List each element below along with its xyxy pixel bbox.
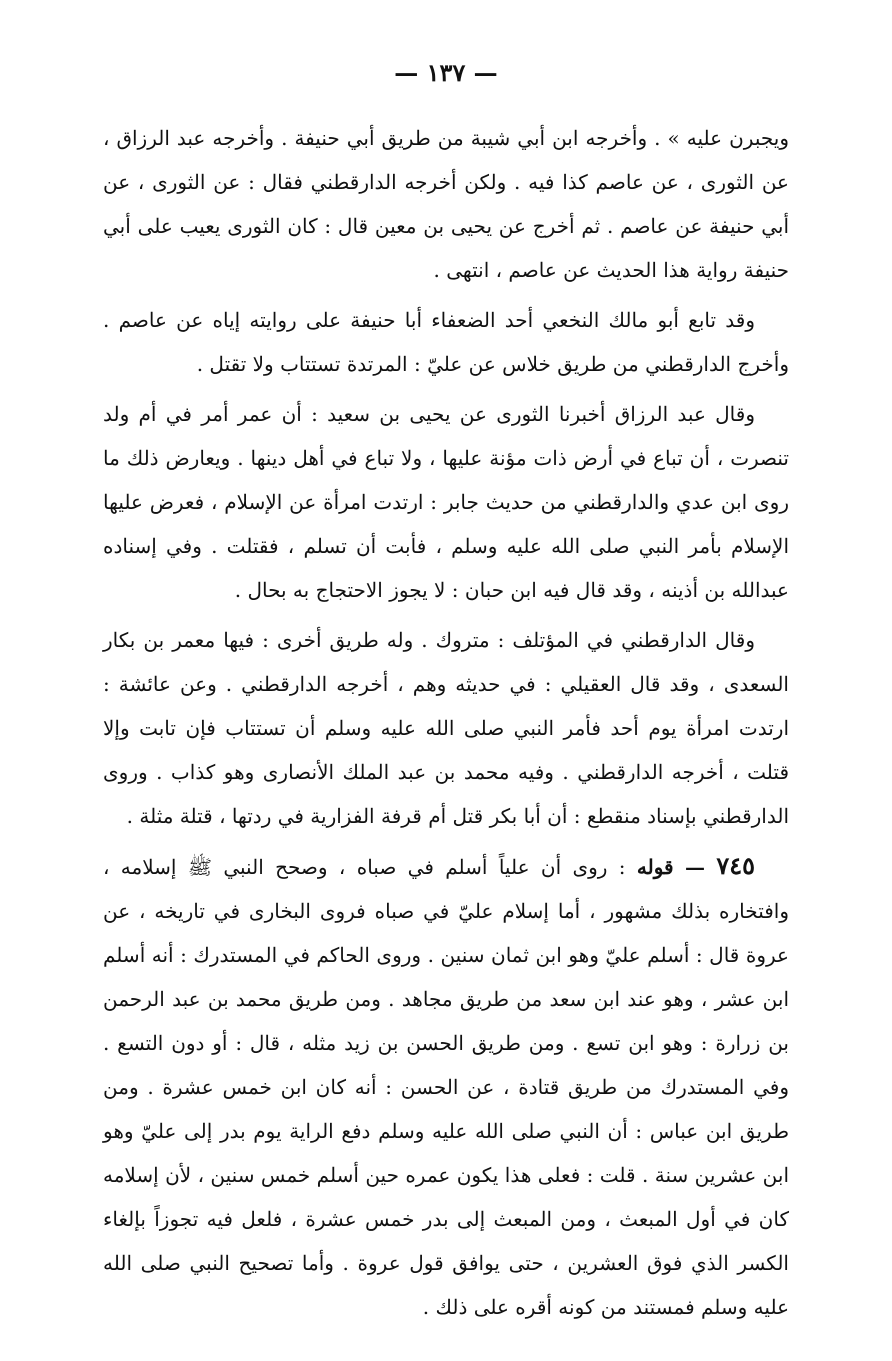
body-text — [103, 116, 789, 1335]
paragraph-2: وقد تابع أبو مالك النخعي أحد الضعفاء أبا حنيفة على روايته إياه عن عاصم . وأخرج الدارقطني من طريق خلاس عن عليّ : المرتدة تستتاب ولا تقتل . — [103, 308, 789, 376]
page-number: — ١٣٧ — — [394, 58, 498, 87]
entry-dash: — — [684, 855, 705, 879]
entry-text: : روى أن علياً أسلم في صباه ، وصحح النبي ﷺ إسلامه ، وافتخاره بذلك مشهور ، أما إسلام عليّ في صباه فروى البخارى في تاريخه ، عن عروة قال : أسلم عليّ وهو ابن ثمان سنين . وروى الحاكم في المستدرك : أنه أسلم ابن عشر ، وهو عند ابن سعد من طريق مجاهد . ومن طريق محمد بن عبد الرحمن بن زرارة : وهو ابن تسع . ومن طريق الحسن بن زيد مثله ، قال : أو دون التسع . وفي المستدرك من طريق قتادة ، عن الحسن : أنه كان ابن خمس عشرة . ومن طريق ابن عباس : أن النبي صلى الله عليه وسلم دفع الراية يوم بدر إلى عليّ وهو ابن عشرين سنة . قلت : فعلى هذا يكون عمره حين أسلم خمس سنين ، لأن إسلامه كان في أول المبعث ، ومن المبعث إلى بدر خمس عشرة ، فلعل فيه تجوزاً بإلغاء الكسر الذي فوق العشرين ، حتى يوافق قول عروة . وأما تصحيح النبي صلى الله عليه وسلم فمستند من كونه أقره على ذلك . — [103, 855, 789, 1319]
paragraph-3: وقال عبد الرزاق أخبرنا الثورى عن يحيى بن سعيد : أن عمر أمر في أم ولد تنصرت ، أن تباع في أرض ذات مؤنة عليها ، ولا تباع في أهل دينها . ويعارض ذلك ما روى ابن عدي والدارقطني من حديث جابر : ارتدت امرأة عن الإسلام ، فعرض عليها الإسلام بأمر النبي صلى الله عليه وسلم ، فأبت أن تسلم ، فقتلت . وفي إسناده عبدالله بن أذينه ، وقد قال فيه ابن حبان : لا يجوز الاحتجاج به بحال . — [103, 402, 789, 602]
entry-head: قوله — [636, 855, 674, 879]
paragraph-1: ويجبرن عليه » . وأخرجه ابن أبي شيبة من طريق أبي حنيفة . وأخرجه عبد الرزاق ، عن الثورى ، عن عاصم كذا فيه . ولكن أخرجه الدارقطني فقال : عن الثورى ، عن أبي حنيفة عن عاصم . ثم أخرج عن يحيى بن معين قال : كان الثورى يعيب على أبي حنيفة رواية هذا الحديث عن عاصم ، انتهى . — [103, 126, 789, 282]
entry-paragraph — [103, 844, 789, 1329]
paragraph-4: وقال الدارقطني في المؤتلف : متروك . وله طريق أخرى : فيها معمر بن بكار السعدى ، وقد قال العقيلي : في حديثه وهم ، أخرجه الدارقطني . وعن عائشة : ارتدت امرأة يوم أحد فأمر النبي صلى الله عليه وسلم أن تستتاب فإن تابت وإلا قتلت ، أخرجه الدارقطني . وفيه محمد بن عبد الملك الأنصارى وهو كذاب . وروى الدارقطني بإسناد منقطع : أن أبا بكر قتل أم قرفة الفزارية في ردتها ، قتلة مثلة . — [103, 628, 789, 828]
entry-number: ٧٤٥ — [716, 851, 756, 880]
